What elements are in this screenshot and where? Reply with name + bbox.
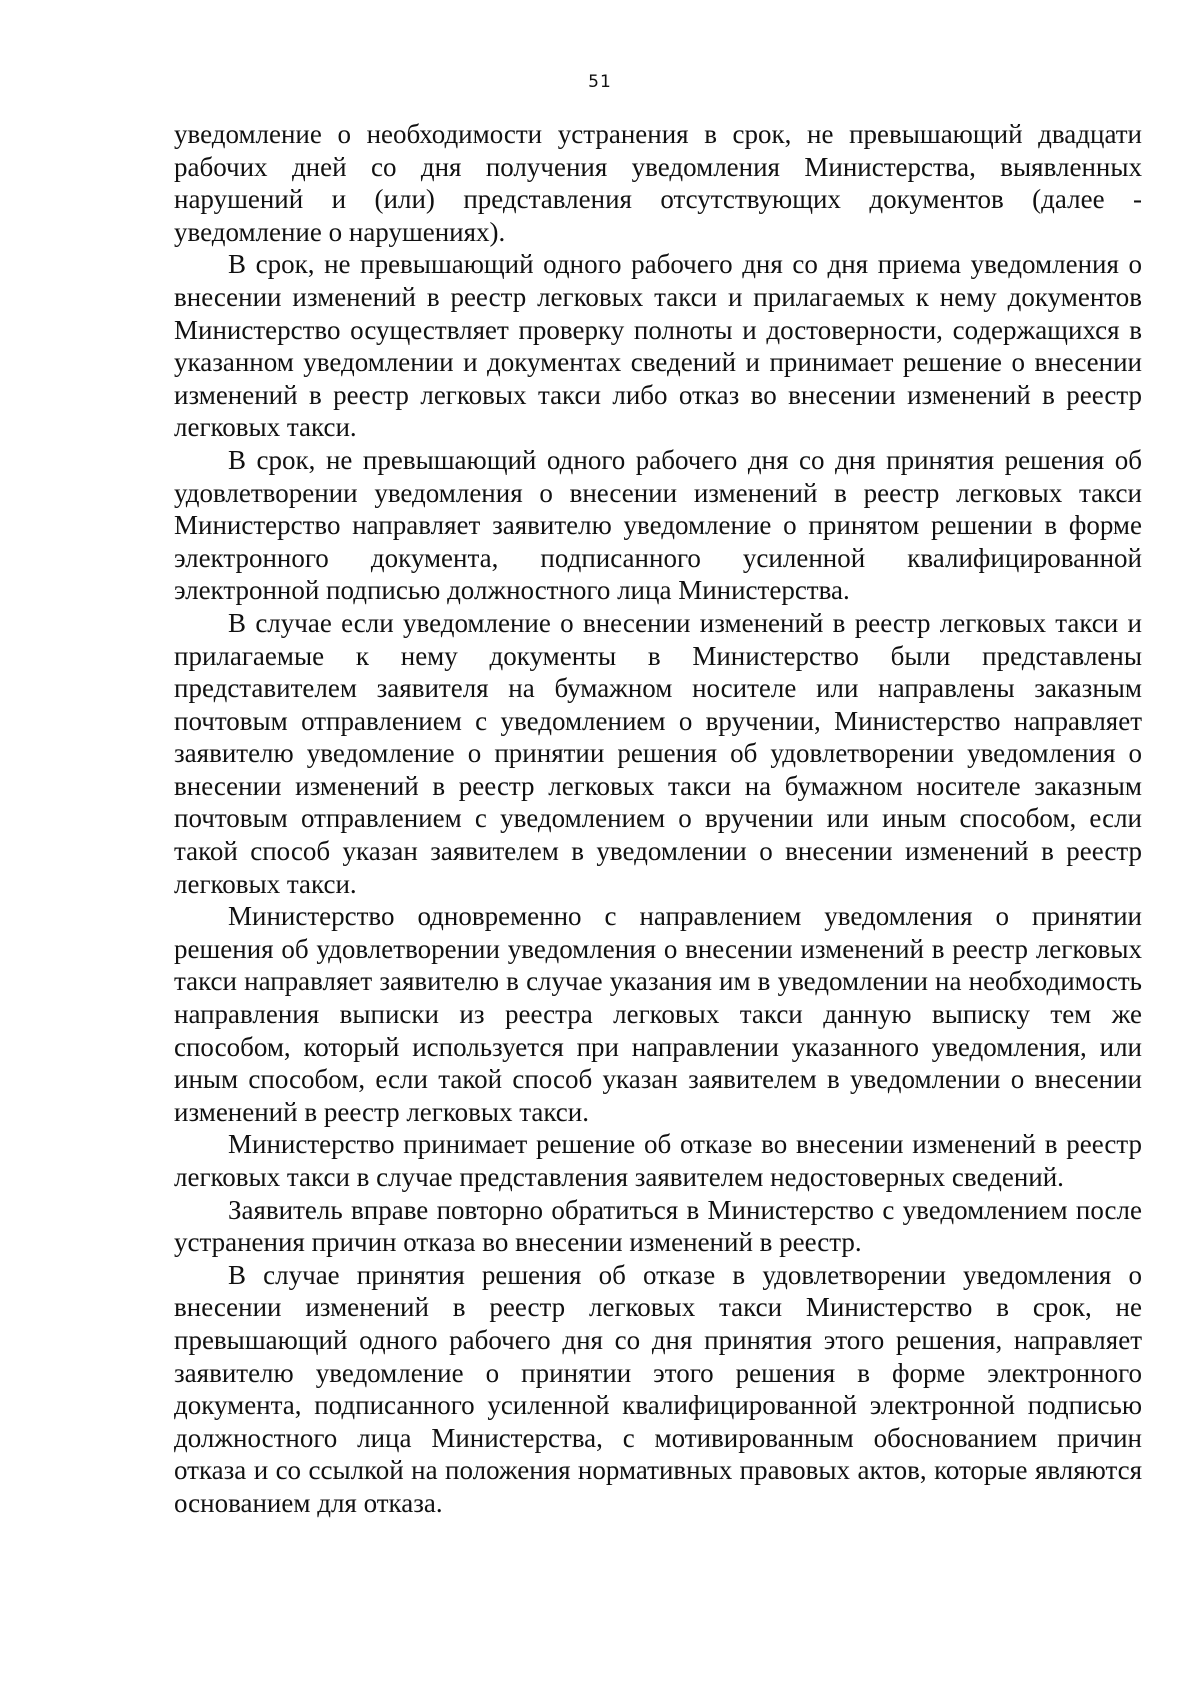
paragraph: В срок, не превышающий одного рабочего дня со дня принятия решения об удовлетворении уведомления о внесении изменений в реестр легковых такси Министерство направляет заявителю уведомление о принятом решении в форме электронного документа, подписанного усиленной квалифицированной электронной подписью должностного лица Министерства. bbox=[174, 444, 1142, 606]
page-number: 51 bbox=[588, 72, 612, 92]
paragraph: Министерство принимает решение об отказе во внесении изменений в реестр легковых такси в случае представления заявителем недостоверных сведений. bbox=[174, 1129, 1142, 1192]
paragraph: Министерство одновременно с направлением уведомления о принятии решения об удовлетворении уведомления о внесении изменений в реестр легковых такси направляет заявителю в случае указания им в уведомлении на необходимость направления выписки из реестра легковых такси данную выписку тем же способом, который используется при направлении указанного уведомления, или иным способом, если такой способ указан заявителем в уведомлении о внесении изменений в реестр легковых такси. bbox=[174, 901, 1142, 1127]
paragraph: В срок, не превышающий одного рабочего дня со дня приема уведомления о внесении изменений в реестр легковых такси и прилагаемых к нему документов Министерство осуществляет проверку полноты и достоверности, содержащихся в указанном уведомлении и документах сведений и принимает решение о внесении изменений в реестр легковых такси либо отказ во внесении изменений в реестр легковых такси. bbox=[174, 249, 1142, 443]
document-body bbox=[174, 118, 1142, 1520]
paragraph: Заявитель вправе повторно обратиться в Министерство с уведомлением после устранения причин отказа во внесении изменений в реестр. bbox=[174, 1194, 1142, 1258]
paragraph: В случае принятия решения об отказе в удовлетворении уведомления о внесении изменений в реестр легковых такси Министерство в срок, не превышающий одного рабочего дня со дня принятия этого решения, направляет заявителю уведомление о принятии этого решения в форме электронного документа, подписанного усиленной квалифицированной электронной подписью должностного лица Министерства, с мотивированным обоснованием причин отказа и со ссылкой на положения нормативных правовых актов, которые являются основанием для отказа. bbox=[174, 1259, 1142, 1518]
paragraph: В случае если уведомление о внесении изменений в реестр легковых такси и прилагаемые к нему документы в Министерство были представлены представителем заявителя на бумажном носителе или направлены заказным почтовым отправлением с уведомлением о вручении, Министерство направляет заявителю уведомление о принятии решения об удовлетворении уведомления о внесении изменений в реестр легковых такси на бумажном носителе заказным почтовым отправлением с уведомлением о вручении или иным способом, если такой способ указан заявителем в уведомлении о внесении изменений в реестр легковых такси. bbox=[174, 607, 1142, 899]
paragraph-continuation: уведомление о необходимости устранения в срок, не превышающий двадцати рабочих дней со дня получения уведомления Министерства, выявленных нарушений и (или) представления отсутствующих документов (далее - уведомление о нарушениях). bbox=[174, 119, 1142, 247]
